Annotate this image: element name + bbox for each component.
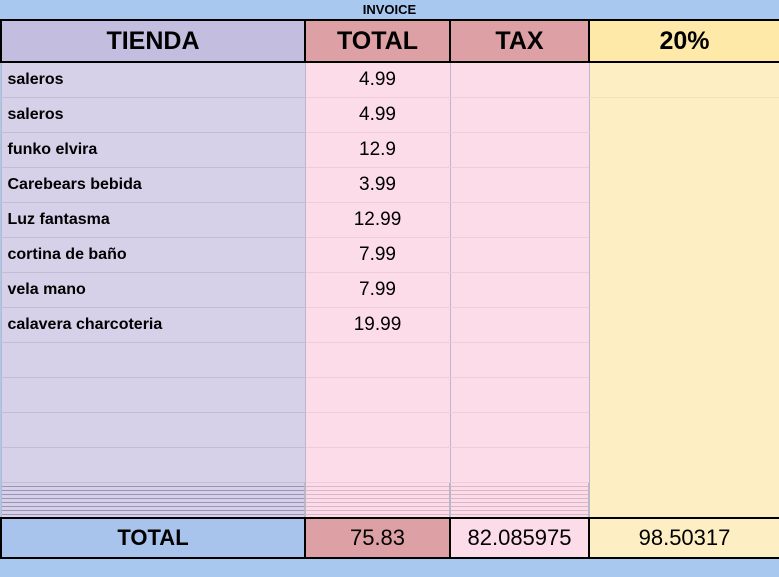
cell-total[interactable]: 3.99	[305, 168, 450, 203]
cell-tax[interactable]	[450, 308, 589, 343]
invoice-table	[0, 19, 779, 559]
cell-tienda[interactable]	[1, 413, 305, 448]
cell-tax[interactable]	[450, 448, 589, 483]
footer-tax[interactable]: 82.085975	[450, 518, 589, 558]
footer-row	[1, 518, 779, 558]
cell-total[interactable]: 7.99	[305, 238, 450, 273]
table-row	[1, 62, 779, 98]
cell-tax[interactable]	[450, 343, 589, 378]
collapsed-stripes	[305, 483, 450, 517]
cell-total[interactable]: 4.99	[305, 62, 450, 98]
cell-tax[interactable]	[450, 203, 589, 238]
cell-tax[interactable]	[450, 98, 589, 133]
cell-tax[interactable]	[450, 378, 589, 413]
cell-tienda[interactable]: saleros	[1, 62, 305, 98]
cell-total[interactable]: 4.99	[305, 98, 450, 133]
cell-tax[interactable]	[450, 413, 589, 448]
table-body	[1, 62, 779, 518]
cell-total[interactable]	[305, 378, 450, 413]
cell-tienda[interactable]: saleros	[1, 98, 305, 133]
collapsed-stripes	[450, 483, 589, 517]
cell-tienda[interactable]: Carebears bebida	[1, 168, 305, 203]
column-header-total[interactable]: TOTAL	[305, 20, 450, 62]
cell-tienda[interactable]	[1, 448, 305, 483]
table-footer	[1, 518, 779, 558]
collapsed-cell-tienda[interactable]	[1, 483, 305, 519]
cell-total[interactable]	[305, 448, 450, 483]
collapsed-cell-tax[interactable]	[450, 483, 589, 519]
cell-total[interactable]: 12.99	[305, 203, 450, 238]
cell-tax[interactable]	[450, 238, 589, 273]
table-row	[1, 98, 779, 133]
cell-total[interactable]: 12.9	[305, 133, 450, 168]
cell-tienda[interactable]	[1, 378, 305, 413]
cell-tax[interactable]	[450, 168, 589, 203]
cell-total[interactable]	[305, 343, 450, 378]
table-header	[1, 20, 779, 62]
cell-tienda[interactable]: cortina de baño	[1, 238, 305, 273]
footer-percent[interactable]: 98.50317	[589, 518, 779, 558]
sheet-bottom-padding	[0, 559, 779, 565]
cell-tienda[interactable]: Luz fantasma	[1, 203, 305, 238]
cell-tienda[interactable]: funko elvira	[1, 133, 305, 168]
cell-tienda[interactable]: calavera charcoteria	[1, 308, 305, 343]
cell-total[interactable]: 7.99	[305, 273, 450, 308]
cell-percent[interactable]	[589, 62, 779, 98]
collapsed-cell-total[interactable]	[305, 483, 450, 519]
cell-tax[interactable]	[450, 62, 589, 98]
footer-total[interactable]: 75.83	[305, 518, 450, 558]
cell-total[interactable]	[305, 413, 450, 448]
column-header-tax[interactable]: TAX	[450, 20, 589, 62]
footer-label[interactable]: TOTAL	[1, 518, 305, 558]
cell-tienda[interactable]	[1, 343, 305, 378]
cell-tax[interactable]	[450, 273, 589, 308]
cell-tienda[interactable]: vela mano	[1, 273, 305, 308]
column-header-tienda[interactable]: TIENDA	[1, 20, 305, 62]
cell-tax[interactable]	[450, 133, 589, 168]
collapsed-stripes	[1, 483, 305, 517]
cell-total[interactable]: 19.99	[305, 308, 450, 343]
cell-percent-merged[interactable]	[589, 98, 779, 519]
header-row	[1, 20, 779, 62]
page-title: INVOICE	[0, 0, 779, 19]
column-header-percent[interactable]: 20%	[589, 20, 779, 62]
